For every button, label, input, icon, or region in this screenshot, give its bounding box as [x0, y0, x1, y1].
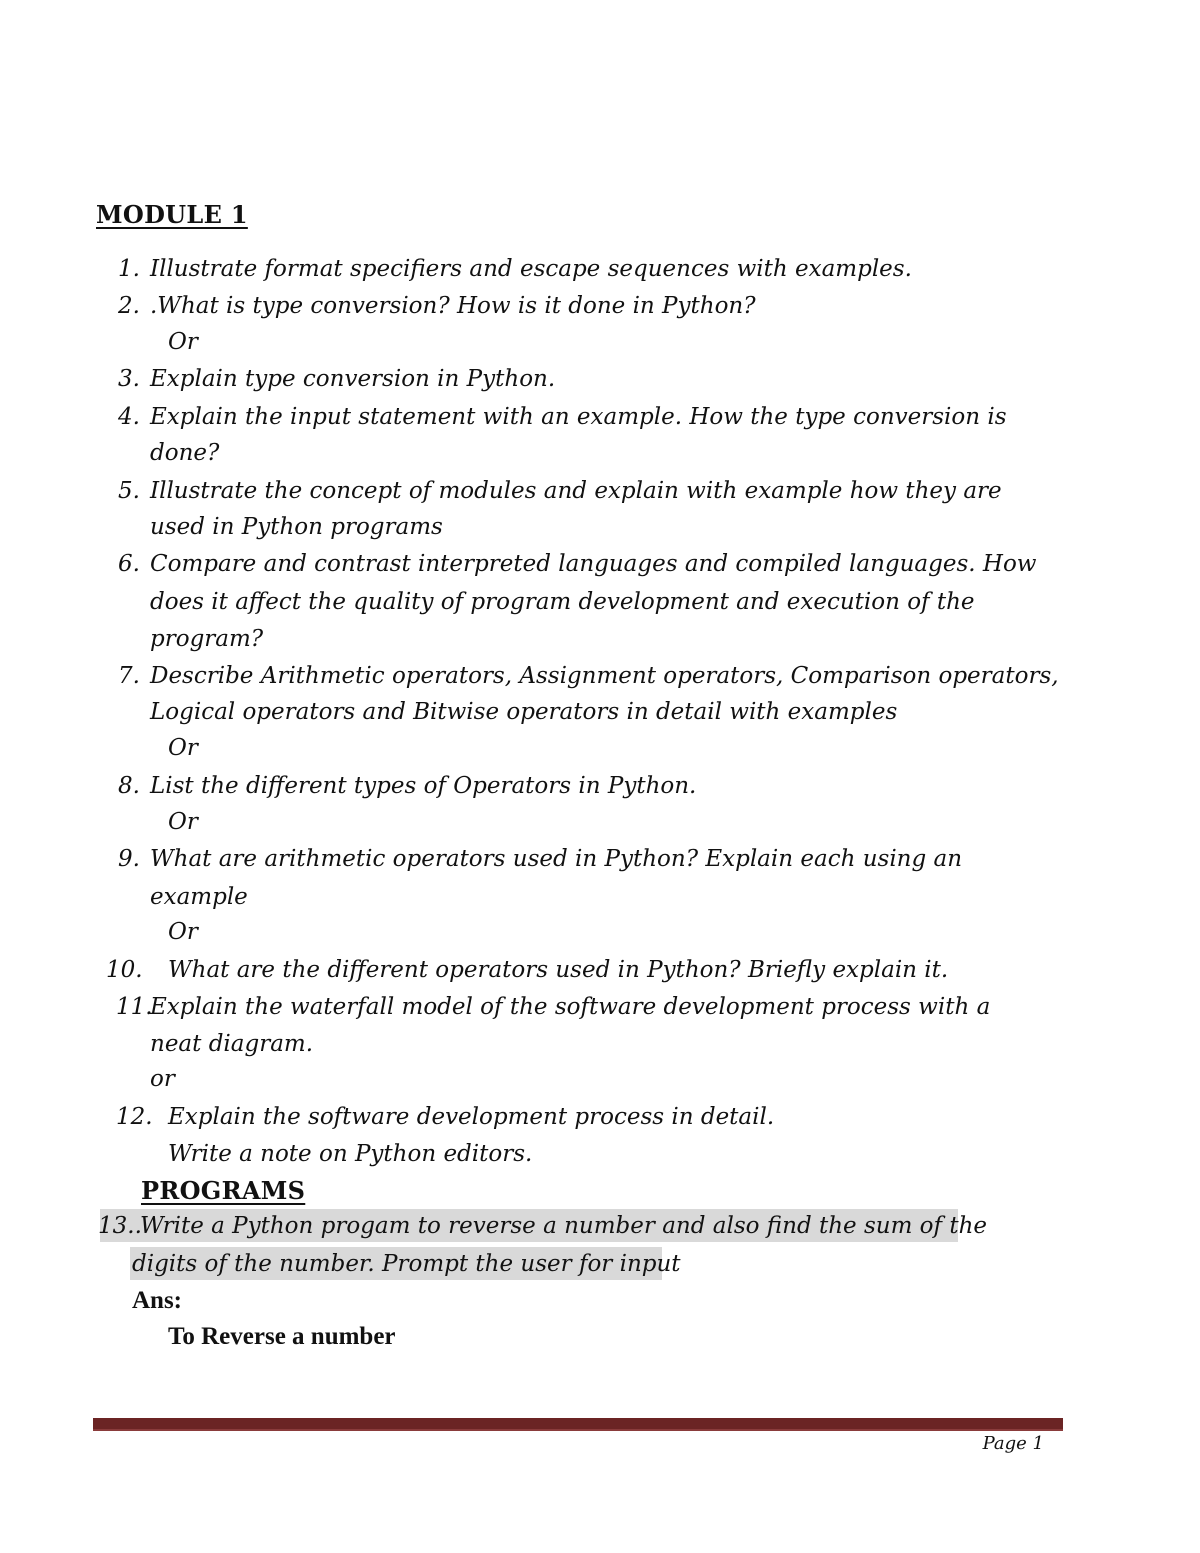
- question-number: 8.: [118, 773, 140, 799]
- question-text: used in Python programs: [150, 514, 443, 540]
- question-text: Compare and contrast interpreted languages and compiled languages. How: [150, 551, 1037, 577]
- answer-label: Ans:: [132, 1287, 183, 1314]
- question-number: 12.: [116, 1104, 153, 1130]
- or-separator: Or: [168, 809, 198, 835]
- question-number: 13..: [98, 1213, 142, 1239]
- question-text: Explain the waterfall model of the software development process with a: [150, 994, 991, 1020]
- or-separator: Or: [168, 735, 198, 761]
- question-number: 7.: [118, 663, 140, 689]
- question-text: Explain type conversion in Python.: [150, 366, 556, 392]
- question-text: What are the different operators used in Python? Briefly explain it.: [168, 957, 949, 983]
- module-title: MODULE 1: [96, 200, 248, 229]
- question-number: 10.: [106, 957, 143, 983]
- question-text: Describe Arithmetic operators, Assignment operators, Comparison operators,: [150, 663, 1059, 689]
- question-text: Logical operators and Bitwise operators in detail with examples: [150, 699, 898, 725]
- question-number: 2.: [118, 293, 140, 319]
- footer-divider: [93, 1418, 1063, 1431]
- question-text: does it affect the quality of program development and execution of the: [150, 589, 975, 615]
- question-number: 1.: [118, 256, 140, 282]
- question-number: 4.: [118, 404, 140, 430]
- question-text: List the different types of Operators in Python.: [150, 773, 697, 799]
- question-number: 9.: [118, 846, 140, 872]
- or-separator: Or: [168, 919, 198, 945]
- or-separator: or: [150, 1066, 175, 1092]
- question-number: 3.: [118, 366, 140, 392]
- question-text: Write a Python progam to reverse a number and also find the sum of the: [140, 1213, 988, 1239]
- question-text: Write a note on Python editors.: [168, 1141, 533, 1167]
- question-text: done?: [150, 440, 220, 466]
- question-text: Illustrate the concept of modules and explain with example how they are: [150, 478, 1002, 504]
- question-text: digits of the number. Prompt the user for input: [132, 1251, 681, 1277]
- page-number: Page 1: [982, 1433, 1044, 1454]
- section-subtitle: To Reverse a number: [168, 1323, 396, 1350]
- programs-title: PROGRAMS: [141, 1176, 306, 1205]
- question-number: 5.: [118, 478, 140, 504]
- question-text: Illustrate format specifiers and escape sequences with examples.: [150, 256, 912, 282]
- or-separator: Or: [168, 329, 198, 355]
- question-text: neat diagram.: [150, 1031, 314, 1057]
- question-text: Explain the input statement with an example. How the type conversion is: [150, 404, 1007, 430]
- question-number: 11.: [116, 994, 153, 1020]
- question-text: example: [150, 884, 248, 910]
- question-text: What are arithmetic operators used in Python? Explain each using an: [150, 846, 963, 872]
- question-text: Explain the software development process in detail.: [168, 1104, 775, 1130]
- question-text: .What is type conversion? How is it done in Python?: [150, 293, 756, 319]
- question-number: 6.: [118, 551, 140, 577]
- question-text: program?: [150, 626, 264, 652]
